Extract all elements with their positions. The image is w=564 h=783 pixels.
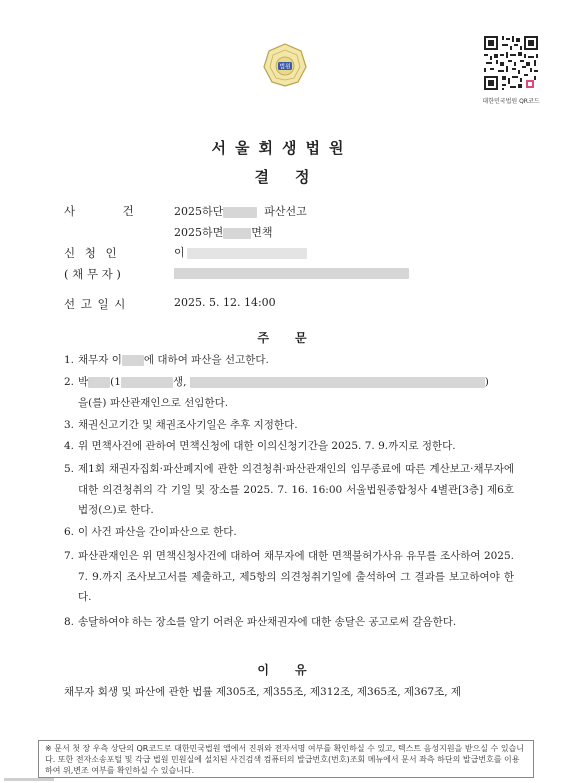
redacted-name: [187, 248, 307, 259]
order-item: 1. 채무자 이 에 대하여 파산을 선고한다.: [64, 354, 269, 366]
applicant-name: [174, 244, 307, 260]
redacted-number: [223, 228, 251, 239]
order-section-title: 주문: [257, 331, 333, 345]
order-item: 5. 제1회 채권자집회·파산폐지에 관한 의견청취·파산관재인의 임무종료에 따른 계산보고·채무자에 대한 의견청취의 각 기일 및 장소를 2025. 7. 16. 16:00 서울법원종합청사 4별관[3층] 제6호법정(으)로 한다.: [64, 463, 514, 516]
applicant-label: 신 청 인: [64, 246, 120, 260]
document-title: 결정: [254, 168, 336, 186]
redacted-number: [223, 207, 257, 218]
qr-caption: 대한민국법원 QR코드: [482, 98, 540, 105]
reason-text: 채무자 회생 및 파산에 관한 법률 제305조, 제355조, 제312조, 제365조, 제367조, 제: [64, 686, 462, 698]
redacted-name: [122, 355, 144, 366]
emblem-text: 법원: [279, 63, 291, 71]
case-type: 파산선고: [264, 205, 307, 218]
order-item: 6. 이 사건 파산을 간이파산으로 한다.: [64, 526, 237, 538]
order-item: 4. 위 면책사건에 관하여 면책신청에 대한 이의신청기간을 2025. 7. 9.까지로 정한다.: [64, 440, 456, 452]
case-type: 면책: [251, 226, 273, 239]
announcement-datetime: 2025. 5. 12. 14:00: [174, 296, 276, 309]
order-item: 2. 박 (1 생, ): [64, 376, 489, 388]
case-number-prefix: 2025하단: [174, 205, 224, 218]
redacted-birth: [121, 377, 173, 388]
order-item-continuation: 을(를) 파산관재인으로 선임한다.: [78, 397, 229, 409]
reason-section-title: 이유: [257, 663, 333, 677]
order-item: 8. 송달하여야 하는 장소를 알기 어려운 파산채권자에 대한 송달은 공고로써 갈음한다.: [64, 616, 457, 628]
applicant-address: [174, 266, 409, 279]
order-item: 7. 파산관재인은 위 면책신청사건에 대하여 채무자에 대한 면책불허가사유 유무를 조사하여 2025. 7. 9.까지 조사보고서를 제출하고, 제5항의 의견청취기일에 출석하여 그 결과를 보고하여야 한다.: [64, 550, 514, 603]
announcement-label: 선 고 일 시: [64, 297, 127, 311]
redacted-address: [174, 268, 409, 279]
court-emblem-icon: [262, 42, 308, 88]
court-name: 서울회생법원: [211, 139, 353, 157]
name-initial: 이: [174, 246, 185, 259]
case-number-prefix: 2025하면: [174, 226, 224, 239]
redacted-address: [190, 377, 485, 388]
debtor-sublabel: ( 채 무 자 ): [64, 267, 121, 281]
case-number-line2: [174, 224, 273, 240]
case-label: 사 건: [64, 204, 135, 218]
order-item: 3. 채권신고기간 및 채권조사기일은 추후 지정한다.: [64, 419, 298, 431]
redacted-name: [88, 377, 110, 388]
qr-code-icon[interactable]: [482, 34, 540, 92]
issue-number-barcode-icon: [0, 777, 60, 783]
case-number-line1: [174, 203, 307, 219]
authenticity-notice: ※ 문서 첫 장 우측 상단의 QR코드로 대한민국법원 앱에서 진위와 전자서명 여부를 확인하실 수 있고, 텍스트 음성지원을 받으실 수 있습니다. 또한 전자소송포털 및 각급 법원 민원실에 설치된 사건검색 컴퓨터의 발급번호(번호)조회 메뉴에서 문서 좌측 하단의 발급번호를 이용하여 위,변조 여부를 확인하실 수 있습니다.: [38, 740, 534, 778]
